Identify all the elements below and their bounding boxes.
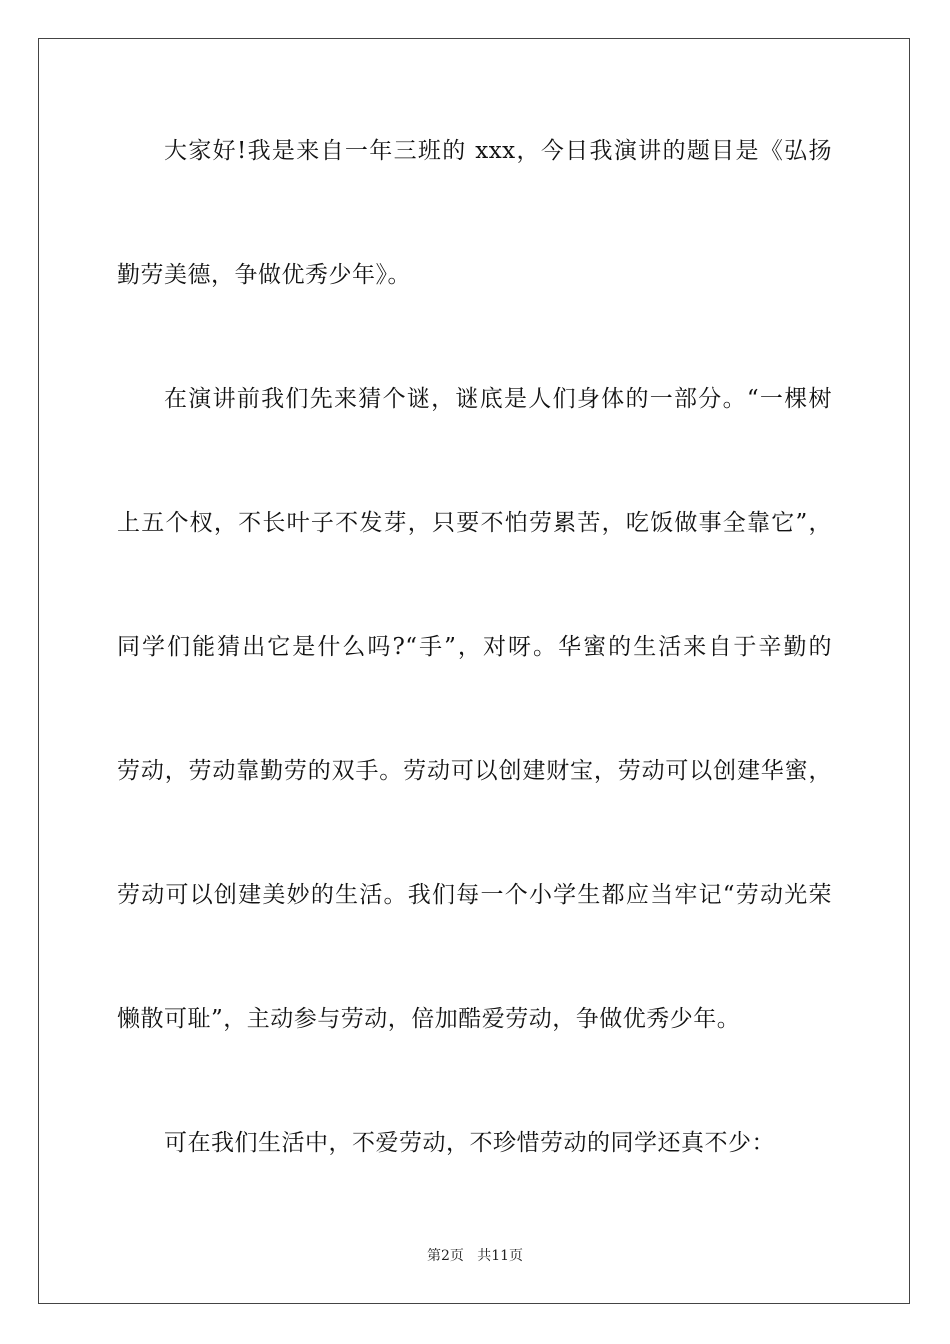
page-border (38, 38, 910, 1304)
paragraph-1-line-1: 大家好!我是来自一年三班的 xxx，今日我演讲的题目是《弘扬 (164, 138, 832, 164)
paragraph-2-line-5: 劳动可以创建美妙的生活。我们每一个小学生都应当牢记“劳动光荣 (117, 882, 832, 908)
paragraph-2-line-2: 上五个杈，不长叶子不发芽，只要不怕劳累苦，吃饭做事全靠它”， (117, 510, 832, 536)
paragraph-2-line-1: 在演讲前我们先来猜个谜，谜底是人们身体的一部分。“一棵树 (164, 386, 832, 412)
paragraph-2-line-3: 同学们能猜出它是什么吗?“手”，对呀。华蜜的生活来自于辛勤的 (117, 634, 832, 660)
paragraph-2-line-6: 懒散可耻”，主动参与劳动，倍加酷爱劳动，争做优秀少年。 (117, 1006, 741, 1032)
paragraph-2-line-4: 劳动，劳动靠勤劳的双手。劳动可以创建财宝，劳动可以创建华蜜， (117, 758, 832, 784)
page-number-footer: 第2页 共11页 (426, 1248, 524, 1264)
paragraph-3-line-1: 可在我们生活中，不爱劳动，不珍惜劳动的同学还真不少： (164, 1130, 775, 1156)
paragraph-1-line-2: 勤劳美德，争做优秀少年》。 (117, 262, 411, 288)
